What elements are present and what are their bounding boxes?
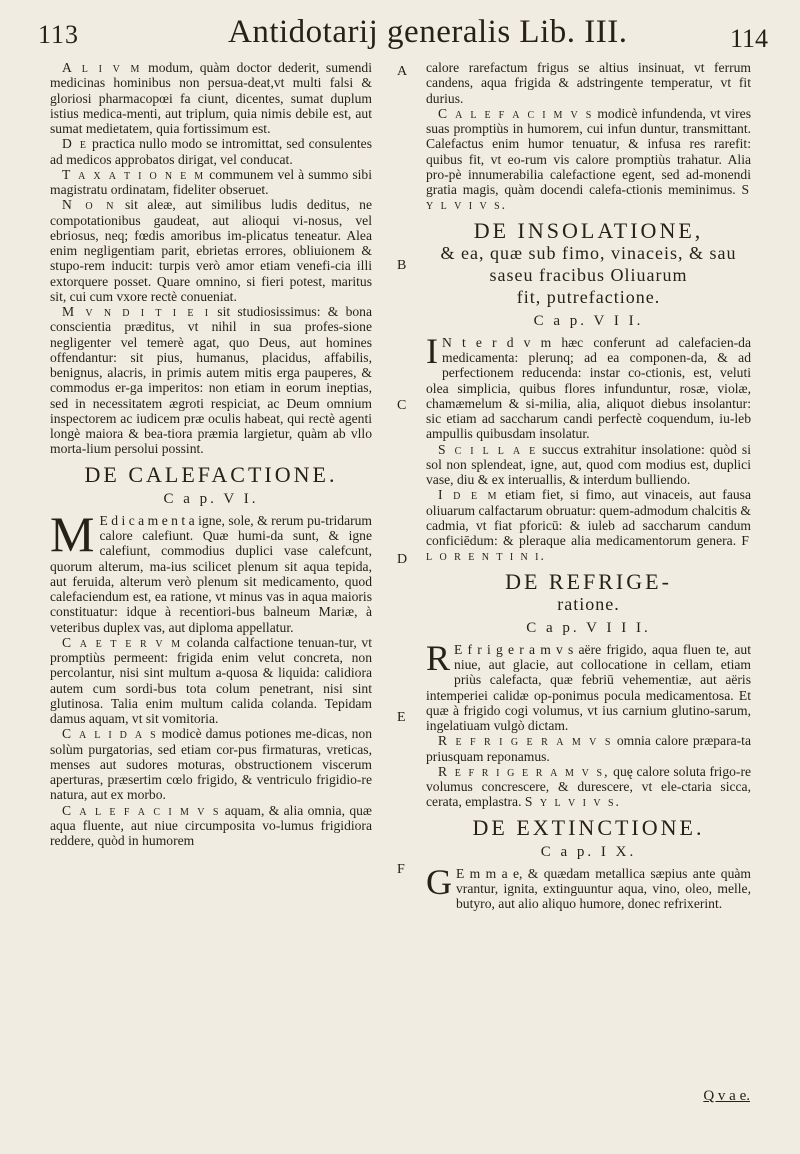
running-title: Antidotarij generalis Lib. III. [228,14,628,50]
paragraph-lead: C a l e f a c i m v s [62,802,221,818]
margin-letter-f: F [397,862,405,877]
drop-cap: R [426,637,451,678]
margin-letter-a: A [397,64,408,79]
margin-letter-e: E [397,710,406,725]
left-column [50,60,372,848]
paragraph-text: calore rarefactum frigus se altius insinuat, vt ferrum candens, aqua frigida & adstringente temperatur, vt fit durius. [426,60,751,106]
paragraph [426,106,751,213]
paragraph-text: aquam, & alia omnia, quæ aqua fluente, aut niue circumposita vo-lumus frigidiora reddere, quòd in humorem [50,802,372,848]
paragraph-text: modum, quàm doctor dederit, sumendi medicinas hominibus non persua-deat,vt multi falsi & gloriosi pharmacopœi fa ciunt, dicentes, sumat duplum istius medica-menti, aut triplum, quia nimis debile est, aut sumat medietatem, quia fortissimum est. [50,60,372,136]
paragraph [50,726,372,802]
author-signature: S y l v i v s. [426,182,751,213]
paragraph [426,637,751,734]
section-subheading: fit, putrefactione. [516,286,661,307]
left-page-number: 113 [38,20,80,49]
paragraph-lead: C a e t e r v m [62,634,183,650]
margin-letter-d: D [397,552,408,567]
paragraph-lead: C a l e f a c i m v s [438,105,594,121]
section-heading-insolatione: DE INSOLATIONE, [473,217,704,243]
margin-letter-c: C [397,398,407,413]
paragraph-lead: N o n [62,197,116,213]
paragraph [426,764,751,810]
paragraph-text: communem vel à summo sibi magistratu ordinatam, fideliter obseruet. [50,166,372,197]
paragraph [426,861,751,912]
paragraph-lead: S c i l l a e [438,441,538,457]
section-subheading: saseu fracibus Oliuarum [489,264,688,285]
paragraph-text: etiam fiet, si fimo, aut vinaceis, aut fausa oliuarum calfactarum obruatur: quem-admodum chalcitis & cadmia, vt fiat pforicū: & iuleb ad saccharum candum conficiēdum: & pleraque alia medicamentorum genera. [426,487,752,548]
paragraph-lead: A l i v m [62,60,142,75]
paragraph-lead: T a x a t i o n e m [62,166,206,182]
paragraph-text: E d i c a m e n t a igne, sole, & rerum pu-tridarum calore calefiunt. Quæ humi-da sunt, & igne calefiunt, commodius duplici vase calefcunt, quorum alterum, ma-ius scilicet plenum sit aqua tepida, aut feruida, alterum verò plenum sit medicamento, quod calefaciendum est, ea ratione, vt minus vas in aqua maioris constituatur: idque à recentiori-bus balneum Mariæ, à veteribus duplex vas, aut diploma appellatur. [50,512,372,635]
paragraph [50,60,372,136]
chapter-label: C a p. V I I. [533,312,644,329]
author-signature: F l o r e n t i n i. [426,533,751,564]
paragraph-text: modicè infundenda, vt vires suas promptiùs in humorem, cui infun duntur, transmittant. Calefactus enim humor tenuatur, & infusa res rarefit: quibus fit, vt eo-rum vis calore promptiùs trahatur. Alia pro-pè innumerabilia calefactione egent, sed ad-monendi gratia magis, quàm docendi calefa-ctionis meminimus. [426,105,752,197]
page-header [38,14,768,54]
paragraph-text: quę calore soluta frigo-re volumus concrescere, & durescere, vt ele-ctaria sicca, cerata, emplastra. [426,763,752,810]
paragraph-text: colanda calfactione tenuan-tur, vt promptiùs permeent: frigida enim velut concreta, non percolantur, nisi sint multum a-quosa & liquida: calidiora autem cum sordi-bus tota colum penetrant, nisi sint glutinosa. Talia enim multum calida colanda. Tepidam damus aquam, vt sit vomitoria. [50,634,372,726]
drop-cap: I [426,330,438,371]
margin-letter-b: B [397,258,407,273]
paragraph-lead: M v n d i t i e i [62,304,211,319]
author-signature: S y l v i v s. [524,794,621,810]
paragraph-text: E f r i g e r a m v s aëre frigido, aqua fluen te, aut niue, aut glacie, aut collocatione in cellam, etiam priùs calefacta, quæ febriū vehementiæ, aut aëris intemperiei calidæ op-ponimus pocula medicamentosa. Et quæ à frigido cogi volumus, vt ius carnium glutino-sarum, ingelatiuam vulgò dictam. [426,641,751,733]
right-column [426,60,751,912]
paragraph-lead: I d e m [438,487,499,503]
paragraph [50,136,372,167]
paragraph-text: E m m a e, & quædam metallica sæpius ante quàm vrantur, ignita, extinguuntur aqua, vino, oleo, melle, butyro, aut alio aliquo humore, donec refrixerint. [456,865,751,912]
paragraph-text: N t e r d v m hæc conferunt ad calefacien-da medicamenta: plerunq; ad ea componen-da, & ad perfectionem reducenda: instar co-ctionis, est, veluti olea simplicia, quibus flores infunduntur, rosæ, violæ, chamæmelum & si-milia, alia, aliquot diebus insolantur: sic etiam ad saccharum candi perfectè coquendum, iu-leb ampullis quibusdam insolatur. [426,334,751,442]
catchword: Q v a e. [703,1088,750,1104]
paragraph-text: modicè damus potiones me-dicas, non solùm purgatorias, sed etiam cor-pus firmaturas, vreticas, menses aut sudores moturas, obstructionem viscerum aperturas, præsertim cœlo frigido, & ventriculo frigidio-re natura, aut ex morbo. [50,726,373,803]
paragraph [50,167,372,198]
paragraph [426,487,751,563]
right-page-number: 114 [729,24,768,53]
paragraph [50,803,372,849]
paragraph-lead: C a l i d a s [62,726,158,742]
paragraph-lead: R e f r i g e r a m v s, [438,763,610,779]
section-subheading: & ea, quæ sub fimo, vinaceis, & sau [440,242,737,263]
section-heading-calefactione: DE CALEFACTIONE. [84,461,338,487]
paragraph [50,197,372,304]
paragraph [50,505,372,635]
paragraph-lead: D e [62,136,88,152]
paragraph-text: omnia calore præpara-ta priusquam reponamus. [426,733,751,764]
drop-cap: G [426,861,452,902]
paragraph [426,330,751,442]
section-subheading: ratione. [557,593,620,614]
paragraph-text: practica nullo modo se intromittat, sed consulentes ad medicos approbatos dirigat, vel conducat. [50,136,372,167]
paragraph [426,60,751,106]
paragraph-text: sit studiosissimus: & bona conscientia præditus, vt nihil in sua profes-sione negligenter vel temerè agat, quo Deus, aut homines offendantur: sit pius, humanus, placidus, affabilis, benignus, alacris, in primis autem mitis erga pauperes, & commodus er-ga imperitos: non etiam in eorum ineptias, sed in necessitatem ægroti respiciat, ac Deum omnium inspectorem ac iudicem præ oculis habeat, qui rectè agenti longè maiora & bea-tiora præmia largietur, quàm ab vllo morta-lium persolui possint. [50,304,372,457]
chapter-label: C a p. I X. [540,843,637,860]
drop-cap: M [50,505,95,562]
paragraph-text: sit aleæ, aut similibus ludis deditus, ne compotationibus gaudeat, aut alioqui vi-nosus, vel ebriosus, neq; fœdis amoribus im-plicatus teneatur. Alea enim negligentiam parit, ebrietas errores, obliuionem & stupo-rem inducit: turpis verò amor etiam venefi-cia illi extorquere posset. Quare omnino, si fieri potest, maritus sit, cui cum vxore rectè conueniat. [50,197,372,304]
paragraph-lead: R e f r i g e r a m v s [438,733,613,749]
paragraph [50,304,372,457]
paragraph [50,635,372,727]
section-heading-refrigeratione: DE REFRIGE- [505,568,672,594]
paragraph-text: succus extrahitur insolatione: quòd si sol non splendeat, igne, aut, quod com modius est, duplici vase, diu & ex interuallis, & interdum bulliendo. [426,441,751,487]
chapter-label: C a p. V I. [163,490,259,507]
chapter-label: C a p. V I I I. [526,619,651,636]
paragraph [426,442,751,488]
section-heading-extinctione: DE EXTINCTIONE. [472,814,705,840]
paragraph [426,733,751,764]
